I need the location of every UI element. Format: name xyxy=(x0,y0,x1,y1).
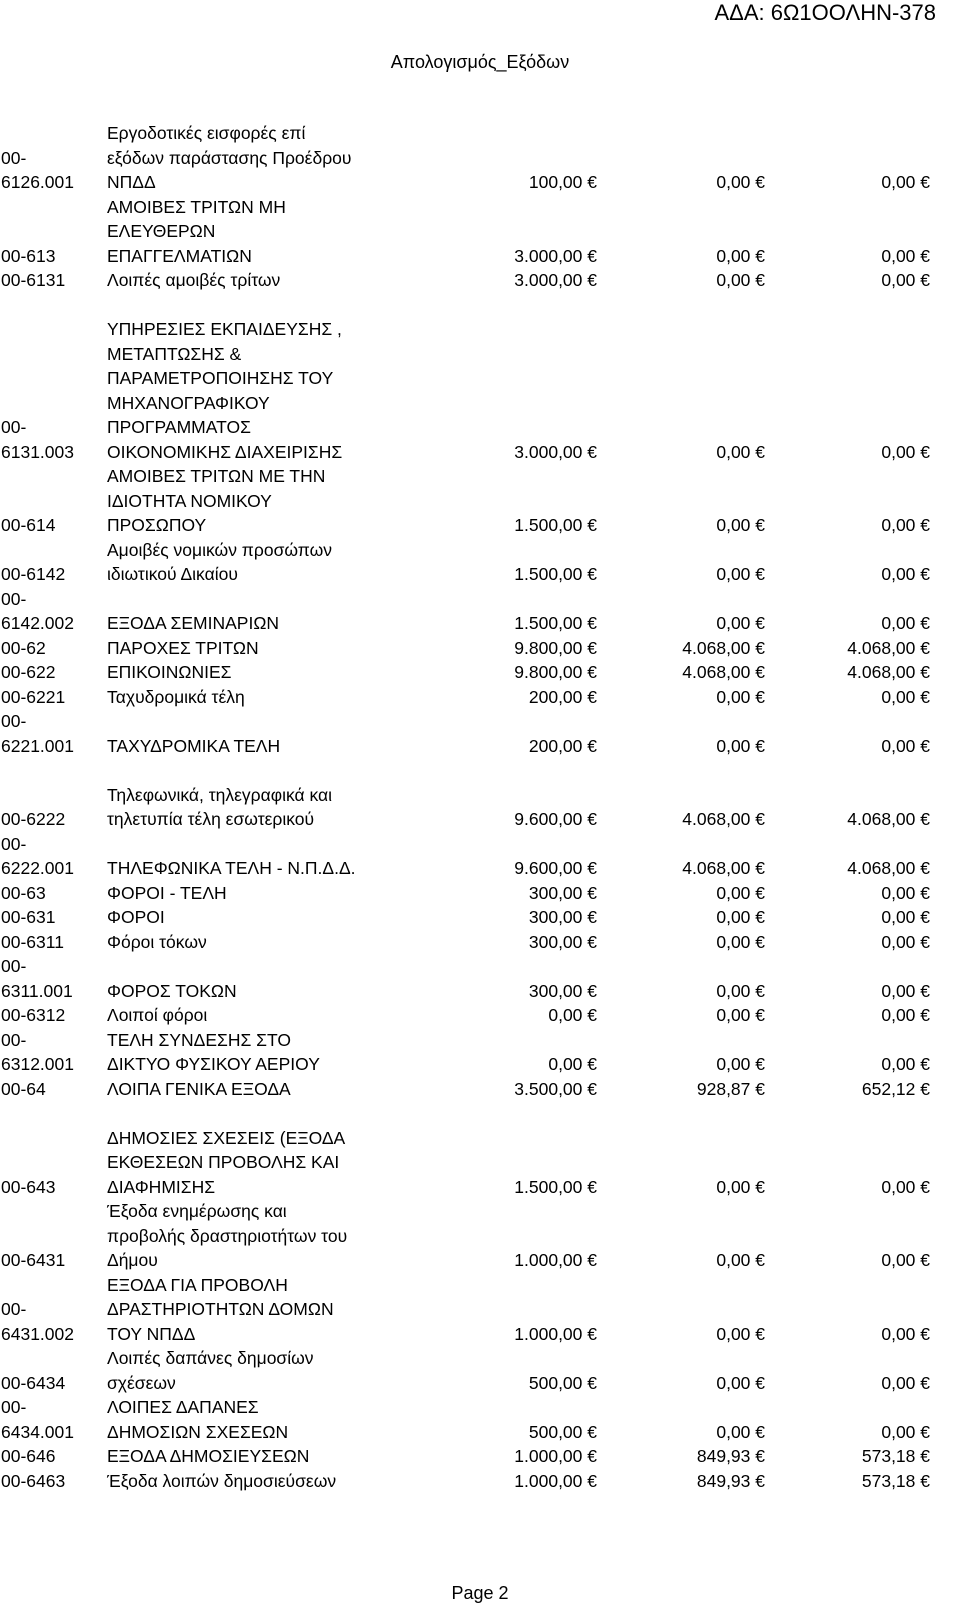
budgeted-amount: 200,00 € xyxy=(528,735,597,756)
committed-amount: 0,00 € xyxy=(716,686,765,707)
account-description: ΦΟΡΟΙ - ΤΕΛΗ xyxy=(107,882,227,903)
page-number: Page 2 xyxy=(451,1583,509,1603)
budgeted-amount: 500,00 € xyxy=(528,1421,597,1442)
paid-amount: 573,18 € xyxy=(861,1446,930,1466)
paid-amount: 4.068,00 € xyxy=(847,858,930,878)
table-row xyxy=(0,1126,960,1200)
account-description: ΛΟΙΠΕΣ ΔΑΠΑΝΕΣ ΔΗΜΟΣΙΩΝ ΣΧΕΣΕΩΝ xyxy=(107,1397,289,1442)
expense-table xyxy=(0,121,960,1493)
account-description: Εργοδοτικές εισφορές επί εξόδων παράστασης Προέδρου ΝΠΔΔ xyxy=(107,123,352,192)
table-row xyxy=(0,268,960,293)
account-description: Λοιποί φόροι xyxy=(107,1005,208,1025)
account-description: Έξοδα ενημέρωσης και προβολής δραστηριοτήτων του Δήμου xyxy=(107,1201,348,1270)
table-row xyxy=(0,905,960,930)
account-code: 00-631 xyxy=(1,907,56,927)
table-row xyxy=(0,636,960,661)
paid-amount: 0,00 € xyxy=(881,1005,930,1025)
account-code: 00-64 xyxy=(1,1078,46,1099)
committed-amount: 0,00 € xyxy=(716,882,765,903)
account-code: 00-6311 xyxy=(1,931,64,952)
account-description: ΕΞΟΔΑ ΔΗΜΟΣΙΕΥΣΕΩΝ xyxy=(107,1446,310,1466)
paid-amount: 0,00 € xyxy=(881,564,930,584)
table-row xyxy=(0,685,960,710)
account-code: 00- 6312.001 xyxy=(1,1029,74,1074)
paid-amount: 0,00 € xyxy=(881,1323,930,1344)
budgeted-amount: 1.500,00 € xyxy=(514,613,597,633)
paid-amount: 0,00 € xyxy=(881,1176,930,1197)
committed-amount: 4.068,00 € xyxy=(682,637,765,658)
paid-amount: 0,00 € xyxy=(881,245,930,266)
paid-amount: 0,00 € xyxy=(881,613,930,633)
budgeted-amount: 1.500,00 € xyxy=(514,1176,597,1197)
budgeted-amount: 3.000,00 € xyxy=(514,270,597,290)
row-spacer xyxy=(0,758,960,783)
committed-amount: 0,00 € xyxy=(716,245,765,266)
table-row xyxy=(0,881,960,906)
paid-amount: 0,00 € xyxy=(881,931,930,952)
table-row xyxy=(0,709,960,758)
budgeted-amount: 9.800,00 € xyxy=(514,662,597,682)
budgeted-amount: 3.000,00 € xyxy=(514,245,597,266)
paid-amount: 0,00 € xyxy=(881,1250,930,1270)
table-row xyxy=(0,1469,960,1494)
table-row xyxy=(0,954,960,1003)
account-description: ΑΜΟΙΒΕΣ ΤΡΙΤΩΝ ΜΕ ΤΗΝ ΙΔΙΟΤΗΤΑ ΝΟΜΙΚΟΥ ΠΡΟΣΩΠΟΥ xyxy=(107,466,326,535)
account-code: 00-614 xyxy=(1,515,56,535)
account-description: ΦΟΡΟΙ xyxy=(107,907,165,927)
account-description: ΔΗΜΟΣΙΕΣ ΣΧΕΣΕΙΣ (ΕΞΟΔΑ ΕΚΘΕΣΕΩΝ ΠΡΟΒΟΛΗΣ ΚΑΙ ΔΙΑΦΗΜΙΣΗΣ xyxy=(107,1127,346,1197)
paid-amount: 0,00 € xyxy=(881,172,930,192)
account-code: 00- 6126.001 xyxy=(1,147,74,192)
paid-amount: 573,18 € xyxy=(861,1470,930,1491)
account-description: ΠΑΡΟΧΕΣ ΤΡΙΤΩΝ xyxy=(107,637,259,658)
table-row xyxy=(0,1199,960,1273)
account-code: 00-646 xyxy=(1,1446,56,1466)
paid-amount: 4.068,00 € xyxy=(847,637,930,658)
committed-amount: 0,00 € xyxy=(716,1250,765,1270)
table-row xyxy=(0,121,960,195)
committed-amount: 849,93 € xyxy=(696,1446,765,1466)
table-row xyxy=(0,1346,960,1395)
table-row xyxy=(0,832,960,881)
committed-amount: 0,00 € xyxy=(716,1176,765,1197)
committed-amount: 0,00 € xyxy=(716,735,765,756)
committed-amount: 928,87 € xyxy=(696,1078,765,1099)
account-code: 00-643 xyxy=(1,1176,56,1197)
table-row xyxy=(0,1003,960,1028)
table-row xyxy=(0,464,960,538)
table-row xyxy=(0,587,960,636)
account-description: ΤΕΛΗ ΣΥΝΔΕΣΗΣ ΣΤΟ ΔΙΚΤΥΟ ΦΥΣΙΚΟΥ ΑΕΡΙΟΥ xyxy=(107,1029,320,1074)
account-description: Έξοδα λοιπών δημοσιεύσεων xyxy=(107,1470,337,1491)
budgeted-amount: 0,00 € xyxy=(548,1005,597,1025)
table-row xyxy=(0,1444,960,1469)
account-code: 00- 6131.003 xyxy=(1,417,74,462)
budgeted-amount: 1.000,00 € xyxy=(514,1250,597,1270)
budgeted-amount: 500,00 € xyxy=(528,1372,597,1393)
committed-amount: 0,00 € xyxy=(716,1005,765,1025)
account-description: Αμοιβές νομικών προσώπων ιδιωτικού Δικαίου xyxy=(107,539,333,584)
account-code: 00- 6142.002 xyxy=(1,588,74,633)
table-row xyxy=(0,783,960,832)
budgeted-amount: 1.500,00 € xyxy=(514,564,597,584)
row-spacer xyxy=(0,1101,960,1126)
committed-amount: 0,00 € xyxy=(716,1323,765,1344)
paid-amount: 652,12 € xyxy=(861,1078,930,1099)
committed-amount: 0,00 € xyxy=(716,1372,765,1393)
paid-amount: 4.068,00 € xyxy=(847,662,930,682)
account-description: ΕΠΙΚΟΙΝΩΝΙΕΣ xyxy=(107,662,232,682)
account-code: 00-622 xyxy=(1,662,56,682)
paid-amount: 0,00 € xyxy=(881,270,930,290)
committed-amount: 0,00 € xyxy=(716,441,765,462)
account-description: ΑΜΟΙΒΕΣ ΤΡΙΤΩΝ ΜΗ ΕΛΕΥΘΕΡΩΝ ΕΠΑΓΓΕΛΜΑΤΙΩΝ xyxy=(107,196,286,266)
committed-amount: 4.068,00 € xyxy=(682,809,765,829)
committed-amount: 4.068,00 € xyxy=(682,858,765,878)
budgeted-amount: 300,00 € xyxy=(528,882,597,903)
committed-amount: 4.068,00 € xyxy=(682,662,765,682)
budgeted-amount: 1.500,00 € xyxy=(514,515,597,535)
account-code: 00- 6434.001 xyxy=(1,1397,74,1442)
table-row xyxy=(0,195,960,269)
table-row xyxy=(0,1273,960,1347)
committed-amount: 0,00 € xyxy=(716,270,765,290)
budgeted-amount: 1.000,00 € xyxy=(514,1323,597,1344)
account-description: Φόροι τόκων xyxy=(107,931,207,952)
account-description: ΤΑΧΥΔΡΟΜΙΚΑ ΤΕΛΗ xyxy=(107,735,281,756)
paid-amount: 0,00 € xyxy=(881,1421,930,1442)
ada-identifier: ΑΔΑ: 6Ω1ΟΟΛΗΝ-378 xyxy=(714,0,936,25)
account-description: Ταχυδρομικά τέλη xyxy=(107,686,245,707)
account-description: Λοιπές αμοιβές τρίτων xyxy=(107,270,281,290)
budgeted-amount: 9.600,00 € xyxy=(514,809,597,829)
paid-amount: 0,00 € xyxy=(881,735,930,756)
paid-amount: 0,00 € xyxy=(881,907,930,927)
account-description: Λοιπές δαπάνες δημοσίων σχέσεων xyxy=(107,1348,314,1393)
account-code: 00-63 xyxy=(1,882,46,903)
account-code: 00-6142 xyxy=(1,564,66,584)
table-row xyxy=(0,538,960,587)
account-description: ΛΟΙΠΑ ΓΕΝΙΚΑ ΕΞΟΔΑ xyxy=(107,1078,291,1099)
table-row xyxy=(0,660,960,685)
table-row xyxy=(0,1028,960,1077)
account-code: 00-613 xyxy=(1,245,56,266)
budgeted-amount: 300,00 € xyxy=(528,931,597,952)
paid-amount: 0,00 € xyxy=(881,980,930,1001)
account-description: ΦΟΡΟΣ ΤΟΚΩΝ xyxy=(107,980,237,1001)
table-row xyxy=(0,317,960,464)
committed-amount: 0,00 € xyxy=(716,980,765,1001)
committed-amount: 0,00 € xyxy=(716,564,765,584)
paid-amount: 0,00 € xyxy=(881,882,930,903)
row-spacer xyxy=(0,293,960,318)
committed-amount: 0,00 € xyxy=(716,1421,765,1442)
budgeted-amount: 9.800,00 € xyxy=(514,637,597,658)
budgeted-amount: 100,00 € xyxy=(528,172,597,192)
account-code: 00-6312 xyxy=(1,1005,66,1025)
committed-amount: 0,00 € xyxy=(716,931,765,952)
account-code: 00- 6431.002 xyxy=(1,1299,74,1344)
account-code: 00-6434 xyxy=(1,1372,66,1393)
document-title: Απολογισμός_Εξόδων xyxy=(390,52,570,72)
table-row xyxy=(0,1395,960,1444)
account-description: ΕΞΟΔΑ ΣΕΜΙΝΑΡΙΩΝ xyxy=(107,613,280,633)
budgeted-amount: 0,00 € xyxy=(548,1054,597,1074)
paid-amount: 0,00 € xyxy=(881,1054,930,1074)
account-code: 00- 6221.001 xyxy=(1,711,74,756)
account-code: 00- 6311.001 xyxy=(1,956,73,1001)
committed-amount: 0,00 € xyxy=(716,907,765,927)
paid-amount: 0,00 € xyxy=(881,1372,930,1393)
committed-amount: 0,00 € xyxy=(716,172,765,192)
table-row xyxy=(0,930,960,955)
budgeted-amount: 9.600,00 € xyxy=(514,858,597,878)
budgeted-amount: 200,00 € xyxy=(528,686,597,707)
account-code: 00-6463 xyxy=(1,1470,66,1491)
account-description: ΤΗΛΕΦΩΝΙΚΑ ΤΕΛΗ - Ν.Π.Δ.Δ. xyxy=(107,858,356,878)
budgeted-amount: 300,00 € xyxy=(528,907,597,927)
account-code: 00-62 xyxy=(1,637,46,658)
account-description: Τηλεφωνικά, τηλεγραφικά και τηλετυπία τέλη εσωτερικού xyxy=(107,784,333,829)
account-code: 00- 6222.001 xyxy=(1,833,74,878)
account-description: ΥΠΗΡΕΣΙΕΣ ΕΚΠΑΙΔΕΥΣΗΣ , ΜΕΤΑΠΤΩΣΗΣ & ΠΑΡΑΜΕΤΡΟΠΟΙΗΣΗΣ ΤΟΥ ΜΗΧΑΝΟΓΡΑΦΙΚΟΥ ΠΡΟΓΡΑΜΜΑΤΟΣ ΟΙΚΟΝΟΜΙΚΗΣ ΔΙΑΧΕΙΡΙΣΗΣ xyxy=(107,319,343,462)
account-code: 00-6221 xyxy=(1,686,66,707)
committed-amount: 0,00 € xyxy=(716,613,765,633)
committed-amount: 0,00 € xyxy=(716,515,765,535)
account-description: ΕΞΟΔΑ ΓΙΑ ΠΡΟΒΟΛΗ ΔΡΑΣΤΗΡΙΟΤΗΤΩΝ ΔΟΜΩΝ ΤΟΥ ΝΠΔΔ xyxy=(107,1274,334,1344)
budgeted-amount: 300,00 € xyxy=(528,980,597,1001)
budgeted-amount: 3.500,00 € xyxy=(514,1078,597,1099)
budgeted-amount: 1.000,00 € xyxy=(514,1446,597,1466)
budgeted-amount: 3.000,00 € xyxy=(514,441,597,462)
committed-amount: 849,93 € xyxy=(696,1470,765,1491)
paid-amount: 0,00 € xyxy=(881,515,930,535)
budgeted-amount: 1.000,00 € xyxy=(514,1470,597,1491)
paid-amount: 4.068,00 € xyxy=(847,809,930,829)
committed-amount: 0,00 € xyxy=(716,1054,765,1074)
paid-amount: 0,00 € xyxy=(881,686,930,707)
account-code: 00-6222 xyxy=(1,809,66,829)
account-code: 00-6431 xyxy=(1,1250,66,1270)
table-row xyxy=(0,1077,960,1102)
account-code: 00-6131 xyxy=(1,270,66,290)
paid-amount: 0,00 € xyxy=(881,441,930,462)
